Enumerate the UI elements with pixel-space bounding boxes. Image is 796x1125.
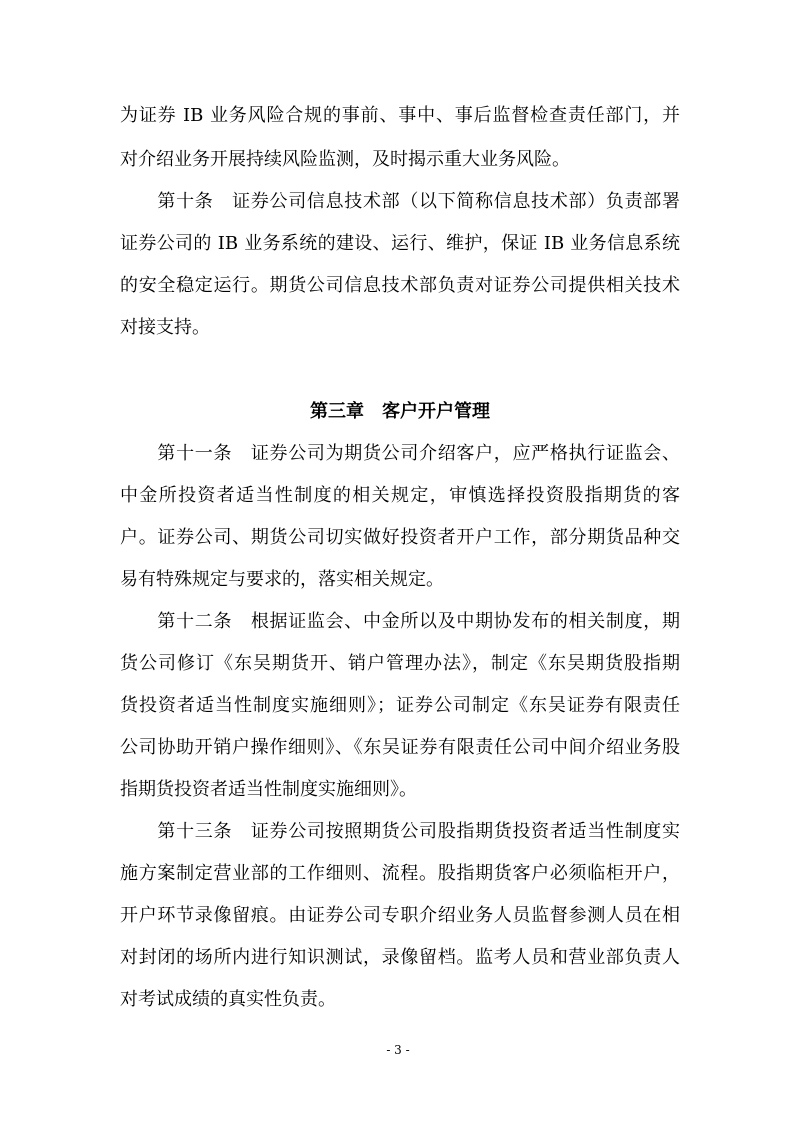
paragraph-line: 对封闭的场所内进行知识测试，录像留档。监考人员和营业部负责人: [120, 947, 680, 968]
paragraph-line: 的安全稳定运行。期货公司信息技术部负责对证券公司提供相关技术: [120, 275, 680, 296]
paragraph-line: 对介绍业务开展持续风险监测，及时揭示重大业务风险。: [120, 149, 570, 170]
paragraph-line: 对考试成绩的真实性负责。: [120, 989, 336, 1010]
article-12-line: 第十二条 根据证监会、中金所以及中期协发布的相关制度，期: [120, 611, 680, 632]
article-13-line: 第十三条 证券公司按照期货公司股指期货投资者适当性制度实: [120, 821, 680, 842]
paragraph-line: 指期货投资者适当性制度实施细则》。: [120, 779, 417, 800]
paragraph-line: 易有特殊规定与要求的，落实相关规定。: [120, 569, 444, 590]
paragraph-line: 为证券 IB 业务风险合规的事前、事中、事后监督检查责任部门，并: [120, 105, 680, 126]
paragraph-line: 证券公司的 IB 业务系统的建设、运行、维护，保证 IB 业务信息系统: [120, 233, 680, 254]
page-number: - 3 -: [386, 1043, 410, 1057]
paragraph-line: 货投资者适当性制度实施细则》；证券公司制定《东吴证券有限责任: [120, 695, 680, 716]
paragraph-line: 公司协助开销户操作细则》、《东吴证券有限责任公司中间介绍业务股: [120, 737, 680, 758]
article-10-line: 第十条 证券公司信息技术部（以下简称信息技术部）负责部署: [120, 191, 680, 212]
paragraph-line: 施方案制定营业部的工作细则、流程。股指期货客户必须临柜开户，: [120, 863, 680, 884]
article-11-line: 第十一条 证券公司为期货公司介绍客户，应严格执行证监会、: [120, 443, 680, 464]
paragraph-line: 货公司修订《东吴期货开、销户管理办法》，制定《东吴期货股指期: [120, 653, 680, 674]
paragraph-line: 户。证券公司、期货公司切实做好投资者开户工作，部分期货品种交: [120, 527, 680, 548]
paragraph-line: 开户环节录像留痕。由证券公司专职介绍业务人员监督参测人员在相: [120, 905, 680, 926]
chapter-heading: 第三章 客户开户管理: [310, 401, 490, 422]
paragraph-line: 中金所投资者适当性制度的相关规定，审慎选择投资股指期货的客: [120, 485, 680, 506]
paragraph-line: 对接支持。: [120, 317, 210, 338]
